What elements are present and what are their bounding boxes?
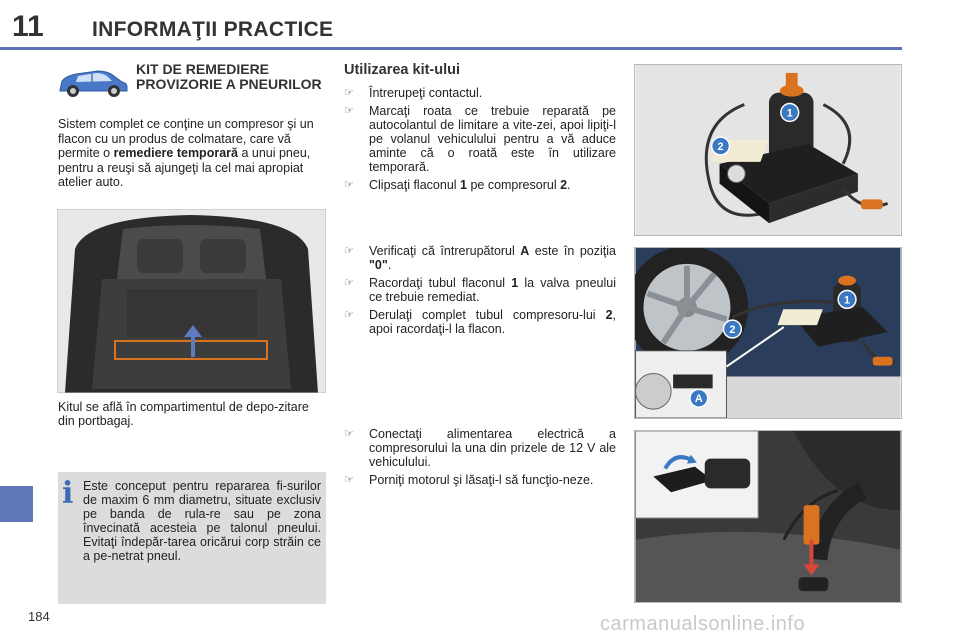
pointing-hand-icon: ☞: [344, 428, 354, 440]
callout-a-label: A: [694, 393, 703, 406]
callout-1-label: 1: [844, 294, 851, 307]
pointing-hand-icon: ☞: [344, 309, 354, 321]
chapter-number: 11: [12, 10, 44, 43]
step-mark-wheel: ☞ Marcaţi roata ce trebuie reparată pe autocolantul de limitare a vite-zei, apoi lipiţi-l pe volanul vehiculului pentru a vă aduce aminte că o roată este în utilizare temporară.: [344, 104, 616, 174]
step-check-switch: ☞ Verificaţi că întrerupătorul A este în poziţia "0".: [344, 244, 616, 272]
step-connect-power: ☞ Conectaţi alimentarea electrică a compresorului la una din prizele de 12 V ale vehiculului.: [344, 427, 616, 469]
usage-steps-group-2: [344, 244, 616, 340]
step-unroll-compressor-hose: ☞ Derulaţi complet tubul compresoru-lui 2, apoi racordaţi-l la flacon.: [344, 308, 616, 336]
kit-intro: Sistem complet ce conţine un compresor şi un flacon cu un produs de colmatare, care vă permite o remediere temporară a unui pneu, pentru a reuşi să ajungeţi la cel mai apropiat atelier auto.: [58, 117, 314, 189]
usage-title: Utilizarea kit-ului: [344, 62, 461, 78]
info-text: Este conceput pentru repararea fi-surilor de maxim 6 mm diametru, situate exclusiv pe banda de rula-re sau pe zona învecinată acesteia pe talonul pneului. Evitaţi îndepăr-tarea oricărui corp străin ce a pe-netrat pneul.: [83, 479, 321, 563]
compressor-bottle-photo: [634, 64, 902, 236]
usage-steps-group-3: [344, 427, 616, 491]
page-number: 184: [28, 609, 50, 624]
step-ignition-off: ☞ Întrerupeţi contactul.: [344, 86, 483, 100]
car-icon: [56, 66, 130, 98]
callout-1-label: 1: [786, 107, 793, 120]
pointing-hand-icon: ☞: [344, 105, 354, 117]
step-clip-bottle: ☞ Clipsaţi flaconul 1 pe compresorul 2.: [344, 178, 571, 192]
step-connect-bottle-hose: ☞ Racordaţi tubul flaconul 1 la valva pneului ce trebuie remediat.: [344, 276, 616, 304]
step-start-engine: ☞ Porniţi motorul şi lăsaţi-l să funcţio-neze.: [344, 473, 594, 487]
watermark: carmanualsonline.info: [600, 613, 806, 635]
header-rule: [0, 47, 902, 50]
usage-steps-group-1: [344, 86, 616, 196]
info-icon: i: [62, 476, 74, 511]
callout-2-label: 2: [729, 324, 736, 336]
chapter-title: INFORMAŢII PRACTICE: [92, 18, 334, 41]
wheel-connection-photo: [634, 247, 902, 419]
kit-location-caption: Kitul se află în compartimentul de depo-zitare din portbagaj.: [58, 400, 309, 428]
callout-2-label: 2: [717, 141, 724, 153]
pointing-hand-icon: ☞: [344, 179, 354, 191]
power-socket-photo: [634, 430, 902, 603]
pointing-hand-icon: ☞: [344, 474, 354, 486]
pointing-hand-icon: ☞: [344, 245, 354, 257]
chapter-side-tab: [0, 486, 33, 522]
pointing-hand-icon: ☞: [344, 87, 354, 99]
pointing-hand-icon: ☞: [344, 277, 354, 289]
kit-title: KIT DE REMEDIERE PROVIZORIE A PNEURILOR: [136, 61, 322, 92]
trunk-photo: [57, 209, 326, 393]
